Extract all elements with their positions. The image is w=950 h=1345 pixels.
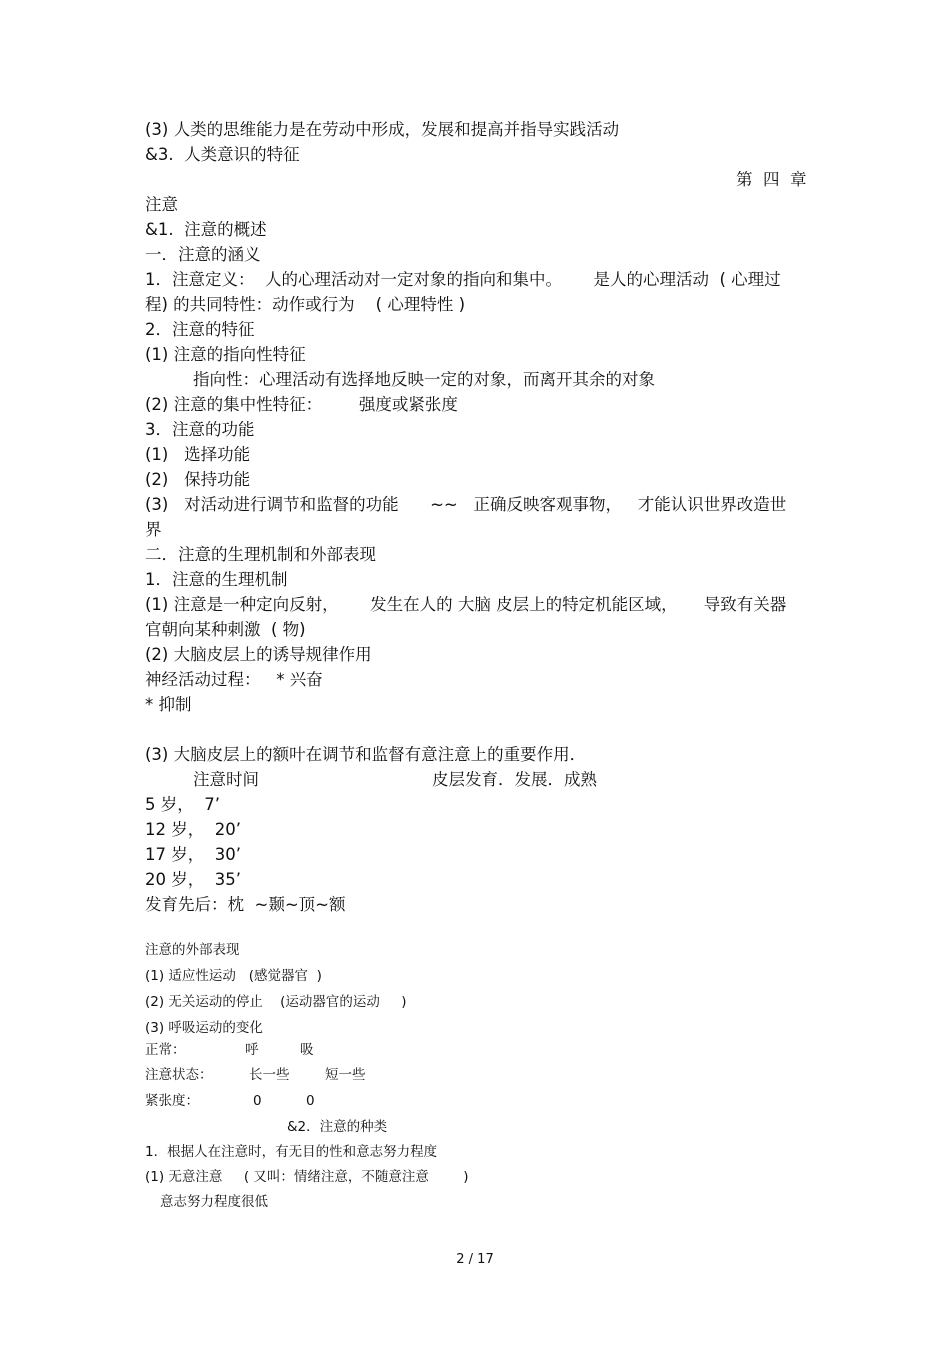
- table-cell: 0: [253, 1093, 262, 1109]
- table-cell: 紧张度：: [145, 1093, 199, 1109]
- text-line: 程) 的共同特性：动作或行为 ( 心理特性 ): [145, 295, 466, 314]
- text-line: 官朝向某种刺激 ( 物): [145, 620, 306, 639]
- text-line: 1．注意定义： 人的心理活动对一定对象的指向和集中。 是人的心理活动 ( 心理过: [145, 270, 781, 289]
- text-line: (3) 人类的思维能力是在劳动中形成，发展和提高并指导实践活动: [145, 120, 620, 139]
- text-line: (1) 无意注意 ( 又叫：情绪注意，不随意注意 ): [145, 1169, 469, 1185]
- text-line: (2) 无关运动的停止 (运动器官的运动 ): [145, 994, 407, 1010]
- text-line: 指向性：心理活动有选择地反映一定的对象，而离开其余的对象: [193, 370, 655, 389]
- text-line: 17 岁， 30’: [145, 845, 241, 864]
- section-heading: &3. 人类意识的特征: [145, 145, 300, 164]
- page-number: 2 / 17: [456, 1252, 494, 1267]
- table-cell: 吸: [300, 1042, 314, 1058]
- text-line: 神经活动过程： * 兴奋: [145, 670, 323, 689]
- text-line: 5 岁， 7’: [145, 795, 220, 814]
- text-line: (1) 注意的指向性特征: [145, 345, 306, 364]
- text-line: (1) 适应性运动 (感觉器官 ): [145, 968, 322, 984]
- subsection-heading: 二．注意的生理机制和外部表现: [145, 545, 376, 564]
- text-line: 1．根据人在注意时，有无目的性和意志努力程度: [145, 1144, 438, 1160]
- section-heading: &1. 注意的概述: [145, 220, 267, 239]
- text-line: 1．注意的生理机制: [145, 570, 288, 589]
- text-line: * 抑制: [145, 695, 192, 714]
- table-cell: 注意状态：: [145, 1067, 213, 1083]
- text-line: 3．注意的功能: [145, 420, 255, 439]
- table-cell: 呼: [245, 1042, 259, 1058]
- text-line: (3) 呼吸运动的变化: [145, 1020, 263, 1036]
- text-line: (2) 保持功能: [145, 470, 251, 489]
- chapter-title: 注意: [145, 195, 178, 214]
- text-line: 意志努力程度很低: [160, 1194, 268, 1210]
- table-cell: 0: [306, 1093, 315, 1109]
- table-cell: 长一些: [249, 1067, 290, 1083]
- text-line: 注意时间: [193, 770, 259, 789]
- section-heading: &2．注意的种类: [287, 1119, 388, 1135]
- chapter-heading: 第 四 章: [736, 170, 807, 189]
- text-line: 发育先后：枕 ~颞~顶~额: [145, 895, 346, 914]
- text-line: (2) 注意的集中性特征： 强度或紧张度: [145, 395, 458, 414]
- text-line: (1) 选择功能: [145, 445, 251, 464]
- text-line: (2) 大脑皮层上的诱导规律作用: [145, 645, 372, 664]
- text-line: (3) 对活动进行调节和监督的功能 ~~ 正确反映客观事物， 才能认识世界改造世: [145, 495, 787, 514]
- text-line: 界: [145, 520, 162, 539]
- text-line: (1) 注意是一种定向反射， 发生在人的 大脑 皮层上的特定机能区域， 导致有关器: [145, 595, 787, 614]
- table-cell: 短一些: [325, 1067, 366, 1083]
- subsection-heading: 一．注意的涵义: [145, 245, 261, 264]
- table-cell: 正常：: [145, 1042, 186, 1058]
- text-line: (3) 大脑皮层上的额叶在调节和监督有意注意上的重要作用．: [145, 745, 587, 764]
- text-line: 20 岁， 35’: [145, 870, 241, 889]
- text-line: 注意的外部表现: [145, 942, 240, 958]
- text-line: 12 岁， 20’: [145, 820, 241, 839]
- text-line: 2．注意的特征: [145, 320, 255, 339]
- text-line: 皮层发育．发展．成熟: [432, 770, 597, 789]
